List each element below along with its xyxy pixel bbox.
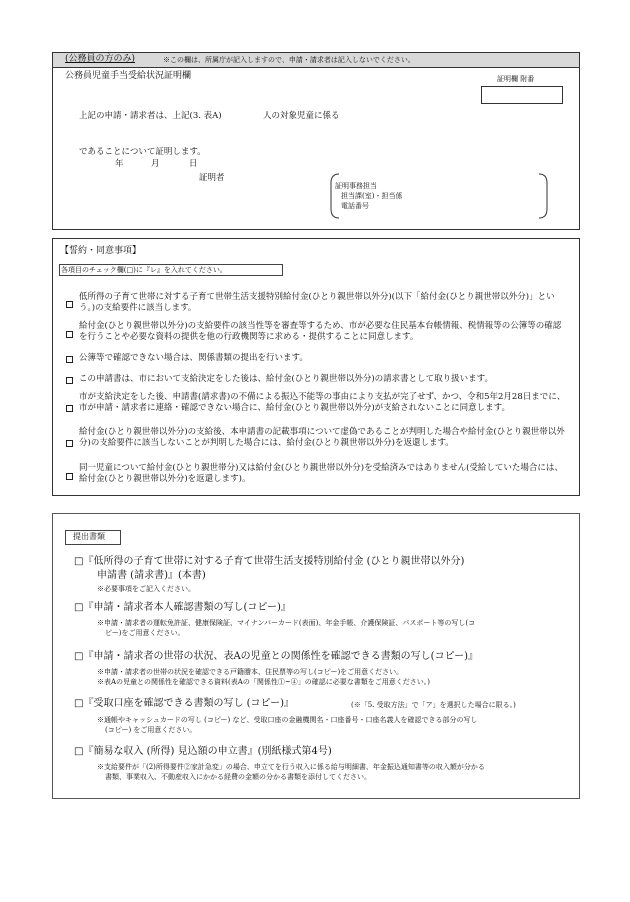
doc-5-note-line1: ※支給要件が「(2)所得要件②家計急変」の場合、申立てを行う収入に係る給与明細書、年金振込通知書等の収入額が分かる <box>97 763 485 771</box>
pledge-item-5: 市が支給決定をした後、申請書(請求書)の不備による振込不能等の事由により支払が完了せず、かつ、令和5年2月28日までに、市が申請・請求者に連絡・確認できない場合に、給付金(ひとり親世帯以外分)が支給されないことに同意します。 <box>79 392 566 413</box>
doc-2-note-line1: ※申請・請求者の運転免許証、健康保険証、マイナンバーカード(表面)、年金手帳、介護保険証、パスポート等の写し(コ <box>97 619 476 627</box>
contact-staff-label: 証明事務担当 <box>335 182 377 190</box>
pledge-consent-section <box>52 238 580 496</box>
pledge-item-3: 公簿等で確認できない場合は、関係書類の提出を行います。 <box>79 353 308 363</box>
doc-3-note-line1: ※申請・請求者の世帯の状況を確認できる戸籍謄本、住民票等の写し(コピー)をご用意ください。 <box>97 668 404 676</box>
doc-2-note-line2: ピー)をご用意ください。 <box>105 629 185 637</box>
date-month-label: 月 <box>151 159 160 169</box>
doc-5-title[interactable]: □『簡易な収入 (所得) 見込額の申立書』(別紙様式第4号) <box>74 746 332 757</box>
pledge-checkbox-5[interactable] <box>66 405 73 412</box>
check-instruction: 各項目のチェック欄(□)に『レ』を入れてください。 <box>61 266 227 274</box>
cert-line-1a: 上記の申請・請求者は、上記(3. 表A) <box>79 111 222 121</box>
doc-4-note-line1: ※通帳やキャッシュカードの写し (コピー) など、受取口座の金融機関名・口座番号・口座名義人を確認できる部分の写し <box>97 716 478 724</box>
doc-3-title[interactable]: □『申請・請求者の世帯の状況、表Aの児童との関係性を確認できる書類の写し(コピー)』 <box>74 651 479 662</box>
doc-1-title-line2: 申請書 (請求書)』(本書) <box>97 570 206 581</box>
date-year-label: 年 <box>115 159 124 169</box>
doc-1-note: ※必要事項をご記入ください。 <box>97 585 195 593</box>
pledge-checkbox-6[interactable] <box>66 440 73 447</box>
date-day-label: 日 <box>189 159 198 169</box>
submission-documents-section <box>52 513 580 799</box>
pledge-item-6: 給付金(ひとり親世帯以外分)の支給後、本申請書の記載事項について虚偽であることが判明した場合や給付金(ひとり親世帯以外分)の支給要件に該当しないことが判明した場合には、給付金(ひとり親世帯以外分)を返還します。 <box>79 427 565 448</box>
doc-4-title[interactable]: □『受取口座を確認できる書類の写し (コピー)』 <box>74 698 295 709</box>
doc-3-note-line2: ※表Aの児童との関係性を確認できる資料(表Aの「関係性①~④」の確認に必要な書類をご用意ください。) <box>97 678 430 686</box>
contact-bracket-left <box>329 173 341 219</box>
contact-bracket-right <box>537 173 549 219</box>
pledge-checkbox-2[interactable] <box>66 331 73 338</box>
pledge-checkbox-3[interactable] <box>66 356 73 363</box>
pledge-checkbox-7[interactable] <box>66 473 73 480</box>
doc-1-title-line1[interactable]: □『低所得の子育て世帯に対する子育て世帯生活支援特別給付金 (ひとり親世帯以外分) <box>74 556 465 567</box>
cert-number-field[interactable] <box>481 86 563 104</box>
pledge-checkbox-1[interactable] <box>66 301 73 308</box>
certifier-label: 証明者 <box>199 173 225 183</box>
doc-4-title-suffix: (※「5. 受取方法」で「ア」を選択した場合に限る。) <box>351 701 516 709</box>
doc-2-title[interactable]: □『申請・請求者本人確認書類の写し(コピー)』 <box>74 602 291 613</box>
pledge-item-7: 同一児童について給付金(ひとり親世帯分)又は給付金(ひとり親世帯以外分)を受給済みではありません(受給していた場合には、給付金(ひとり親世帯以外分)を返還します)。 <box>79 463 563 484</box>
pledge-title: 【誓約・同意事項】 <box>60 246 142 256</box>
cert-line-2: であることについて証明します。 <box>79 147 206 157</box>
pledge-item-1: 低所得の子育て世帯に対する子育て世帯生活支援特別給付金(ひとり親世帯以外分)(以下「給付金(ひとり親世帯以外分)」という。)の支給要件に該当します。 <box>79 292 555 313</box>
contact-dept-label: 担当課(室)・担当係 <box>341 192 403 200</box>
header-note: ※この欄は、所属庁が記入しますので、申請・請求者は記入しないでください。 <box>163 56 415 64</box>
pledge-item-4: この申請書は、市において支給決定をした後は、給付金(ひとり親世帯以外分)の請求書として取り扱います。 <box>79 374 493 384</box>
official-certification-section <box>52 52 580 230</box>
cert-number-label: 証明欄 附番 <box>497 75 535 83</box>
doc-4-note-line2: (コピー) をご用意ください。 <box>105 726 197 734</box>
cert-line-1b: 人の対象児童に係る <box>263 111 340 121</box>
pledge-item-2: 給付金(ひとり親世帯以外分)の支給要件の該当性等を審査等するため、市が必要な住民基本台帳情報、税情報等の公簿等の確認を行うことや必要な資料の提供を他の行政機関等に求める・提供することに同意します。 <box>79 321 562 342</box>
pledge-checkbox-4[interactable] <box>66 377 73 384</box>
certification-title: 公務員児童手当受給状況証明欄 <box>65 71 192 81</box>
doc-5-note-line2: 書類、事業収入、不動産収入にかかる経費の金額の分かる書類を添付してください。 <box>105 773 371 781</box>
officials-only-label: (公務員の方のみ) <box>65 54 136 64</box>
contact-phone-label: 電話番号 <box>341 202 369 210</box>
documents-title: 提出書類 <box>73 532 105 541</box>
